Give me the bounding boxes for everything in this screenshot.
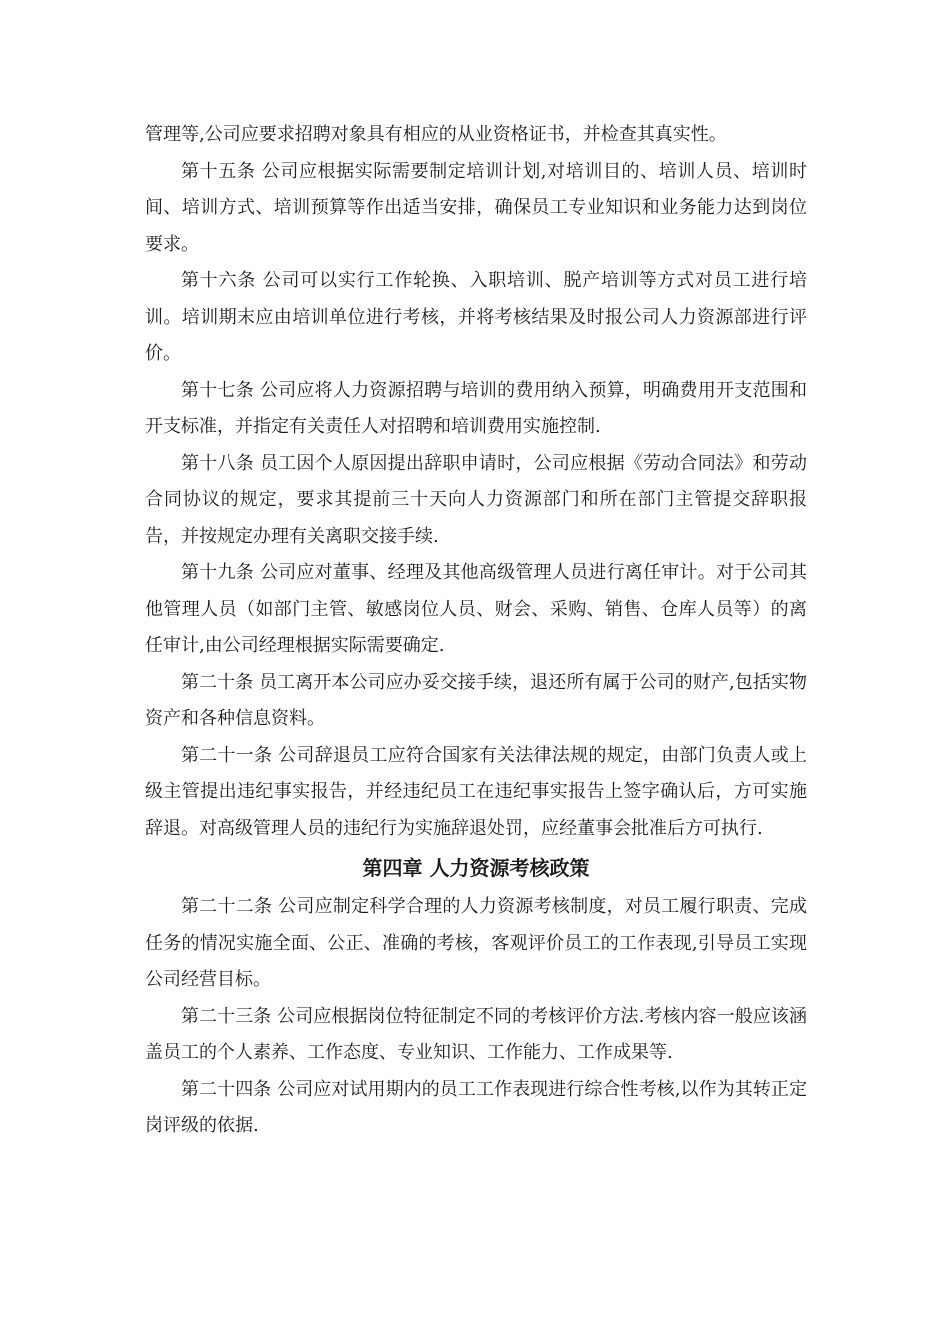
article-23: 第二十三条 公司应根据岗位特征制定不同的考核评价方法.考核内容一般应该涵盖员工的个人素养、工作态度、专业知识、工作能力、工作成果等.: [145, 1005, 807, 1063]
article-16: 第十六条 公司可以实行工作轮换、入职培训、脱产培训等方式对员工进行培训。培训期末应由培训单位进行考核，并将考核结果及时报公司人力资源部进行评价。: [145, 270, 807, 364]
paragraph-continued: 管理等,公司应要求招聘对象具有相应的从业资格证书，并检查其真实性。: [145, 124, 727, 145]
document-page: [145, 117, 807, 1145]
article-24: 第二十四条 公司应对试用期内的员工工作表现进行综合性考核,以作为其转正定岗评级的依据.: [145, 1078, 807, 1136]
article-21: 第二十一条 公司辞退员工应符合国家有关法律法规的规定，由部门负责人或上级主管提出违纪事实报告，并经违纪员工在违纪事实报告上签字确认后，方可实施辞退。对高级管理人员的违纪行为实施辞退处罚，应经董事会批准后方可执行.: [145, 744, 807, 839]
article-22: 第二十二条 公司应制定科学合理的人力资源考核制度，对员工履行职责、完成任务的情况实施全面、公正、准确的考核，客观评价员工的工作表现,引导员工实现公司经营目标。: [145, 896, 807, 990]
chapter-title: 第四章 人力资源考核政策: [362, 856, 590, 880]
article-15: 第十五条 公司应根据实际需要制定培训计划,对培训目的、培训人员、培训时间、培训方式、培训预算等作出适当安排，确保员工专业知识和业务能力达到岗位要求。: [145, 160, 807, 255]
article-17: 第十七条 公司应将人力资源招聘与培训的费用纳入预算，明确费用开支范围和开支标准，并指定有关责任人对招聘和培训费用实施控制.: [145, 379, 807, 437]
article-20: 第二十条 员工离开本公司应办妥交接手续，退还所有属于公司的财产,包括实物资产和各种信息资料。: [145, 671, 807, 729]
article-18: 第十八条 员工因个人原因提出辞职申请时，公司应根据《劳动合同法》和劳动合同协议的规定，要求其提前三十天向人力资源部门和所在部门主管提交辞职报告，并按规定办理有关离职交接手续.: [145, 452, 807, 547]
article-19: 第十九条 公司应对董事、经理及其他高级管理人员进行离任审计。对于公司其他管理人员（如部门主管、敏感岗位人员、财会、采购、销售、仓库人员等）的离任审计,由公司经理根据实际需要确定.: [145, 562, 807, 656]
